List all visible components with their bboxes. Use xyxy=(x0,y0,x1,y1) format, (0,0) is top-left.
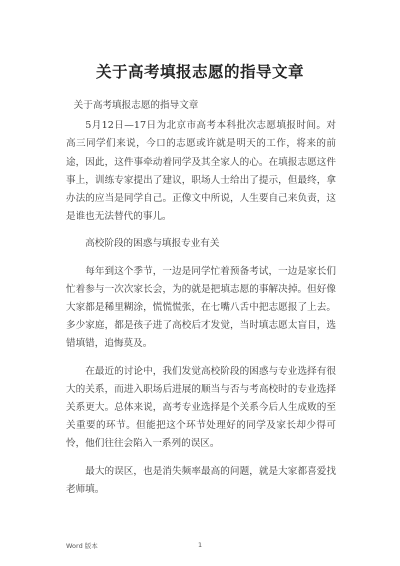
paragraph-4: 最大的误区，也是消失频率最高的问题，就是大家都喜爱找老师填。 xyxy=(66,465,336,495)
paragraph-2: 每年到这个季节，一边是同学忙着预备考试，一边是家长们忙着参与一次次家长会，为的就是把填志愿的事解决掉。但好像大家都是稀里糊涂，慌慌慌张，在七嘴八舌中把志愿报了上去。多少家庭，都是孩子进了高校后才发觉，当时填志愿太盲目，选错填错，追悔莫及。 xyxy=(66,265,336,350)
paragraph-gap xyxy=(66,254,336,263)
page-footer xyxy=(66,541,336,553)
document-title: 关于高考填报志愿的指导文章 xyxy=(95,62,304,81)
section-heading: 高校阶段的困惑与填报专业有关 xyxy=(85,238,220,250)
paragraph-gap xyxy=(66,226,336,235)
paragraph-1: 5月12日—17日为北京市高考本科批次志愿填报时间。对高三同学们来说，今口的志愿或许就是明天的工作，将来的前途，因此，这件事牵动着同学及其全家人的心。在填报志愿这件事上，训练专家提出了建议，职场人士给出了提示，但最终，拿办法的应当是同学自己。正像文中所说，人生要自己来负责，这是谁也无法替代的事儿。 xyxy=(66,120,336,223)
lead-line: 关于高考填报志愿的指导文章 xyxy=(73,100,199,111)
page-number: 1 xyxy=(198,541,203,549)
footer-label: Word 版本 xyxy=(66,542,98,550)
paragraph-3: 在最近的讨论中，我们发觉高校阶段的困惑与专业选择有很大的关系，而进入职场后进展的顺当与否与考高校时的专业选择关系更大。总体来说，高考专业选择是个关系今后人生成败的至关重要的环节。但能把这个环节处理好的同学及家长却少得可怜，他们往往会陷入一系列的误区。 xyxy=(66,365,336,450)
paragraph-gap xyxy=(66,454,336,463)
document-body xyxy=(66,97,336,499)
paragraph-gap xyxy=(66,354,336,363)
